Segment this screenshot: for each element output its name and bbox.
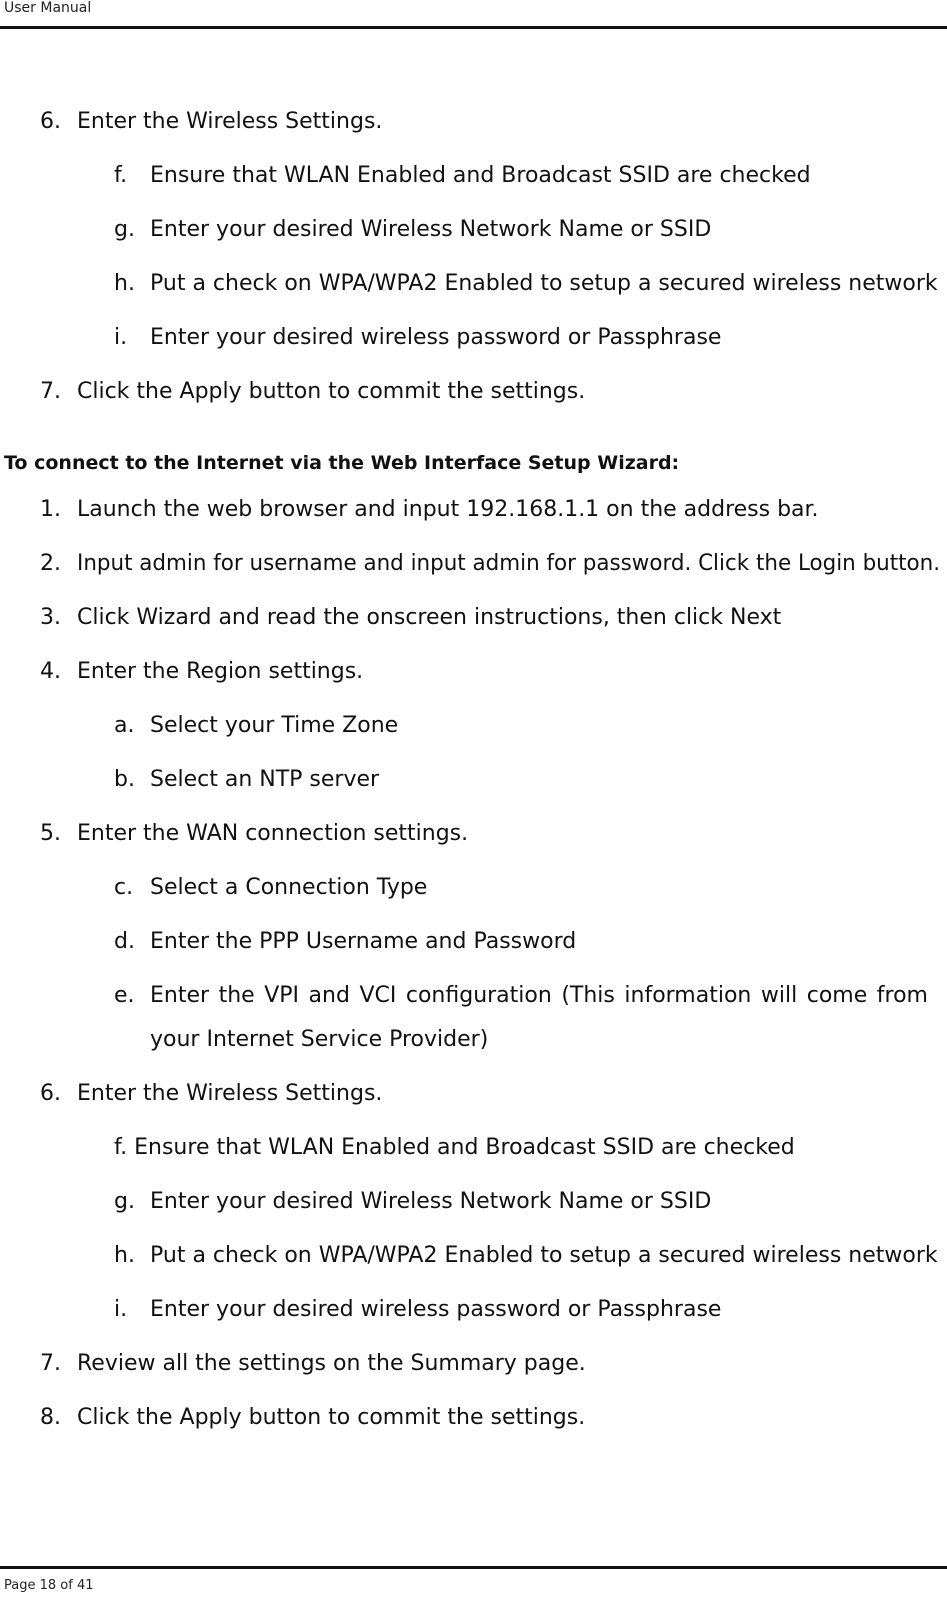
list-text: Review all the settings on the Summary page.	[77, 1351, 586, 1376]
list-text: Enter your desired wireless password or Passphrase	[150, 1297, 722, 1322]
list-text: Enter the Wireless Settings.	[77, 109, 383, 134]
list-marker: 5.	[40, 821, 61, 846]
list-marker: 6.	[40, 109, 61, 134]
list-marker: d.	[114, 929, 135, 954]
list-marker: h.	[114, 271, 135, 296]
list-marker: g.	[114, 1189, 135, 1214]
footer-rule	[0, 1566, 947, 1569]
list-text: Enter the Wireless Settings.	[77, 1081, 383, 1106]
list-marker: b.	[114, 767, 135, 792]
list-text: Enter your desired Wireless Network Name or SSID	[150, 1189, 712, 1214]
list-text: Select an NTP server	[150, 767, 380, 792]
list-text: Enter your desired wireless password or Passphrase	[150, 325, 722, 350]
list-marker: c.	[114, 875, 134, 900]
list-text: Click the Apply button to commit the settings.	[77, 379, 586, 404]
list-text: Enter the Region settings.	[77, 659, 364, 684]
list-marker: h.	[114, 1243, 135, 1268]
list-marker: f.	[114, 163, 128, 188]
list-text-wrapped: Enter the VPI and VCI configuration (This information will come from your Internet Service Provider)	[150, 983, 928, 1052]
list-text: Put a check on WPA/WPA2 Enabled to setup a secured wireless network	[150, 1243, 938, 1268]
list-marker: 4.	[40, 659, 61, 684]
section-heading: To connect to the Internet via the Web Interface Setup Wizard:	[4, 452, 680, 474]
list-text: Enter the WAN connection settings.	[77, 821, 469, 846]
list-marker: g.	[114, 217, 135, 242]
list-text: Enter the PPP Username and Password	[150, 929, 577, 954]
list-text: f. Ensure that WLAN Enabled and Broadcast SSID are checked	[114, 1135, 795, 1160]
list-text: Ensure that WLAN Enabled and Broadcast SSID are checked	[150, 163, 811, 188]
list-marker: i.	[114, 325, 128, 350]
list-marker: 8.	[40, 1405, 61, 1430]
list-text: Click the Apply button to commit the settings.	[77, 1405, 586, 1430]
list-text: Put a check on WPA/WPA2 Enabled to setup a secured wireless network	[150, 271, 938, 296]
list-text: Click Wizard and read the onscreen instructions, then click Next	[77, 605, 782, 630]
header-rule	[0, 26, 947, 29]
list-marker: 1.	[40, 497, 61, 522]
list-marker: e.	[114, 983, 135, 1008]
list-text: Enter your desired Wireless Network Name or SSID	[150, 217, 712, 242]
list-marker: 2.	[40, 551, 61, 576]
list-marker: 7.	[40, 1351, 61, 1376]
list-marker: i.	[114, 1297, 128, 1322]
list-text: Launch the web browser and input 192.168.1.1 on the address bar.	[77, 497, 819, 522]
list-marker: 7.	[40, 379, 61, 404]
list-text: Input admin for username and input admin for password. Click the Login button.	[77, 551, 941, 576]
list-marker: 3.	[40, 605, 61, 630]
list-text: Select your Time Zone	[150, 713, 399, 738]
header-title: User Manual	[4, 0, 92, 16]
list-item	[114, 1134, 795, 1162]
list-text: Select a Connection Type	[150, 875, 428, 900]
list-marker: 6.	[40, 1081, 61, 1106]
page-number: Page 18 of 41	[4, 1578, 94, 1593]
list-marker: a.	[114, 713, 135, 738]
